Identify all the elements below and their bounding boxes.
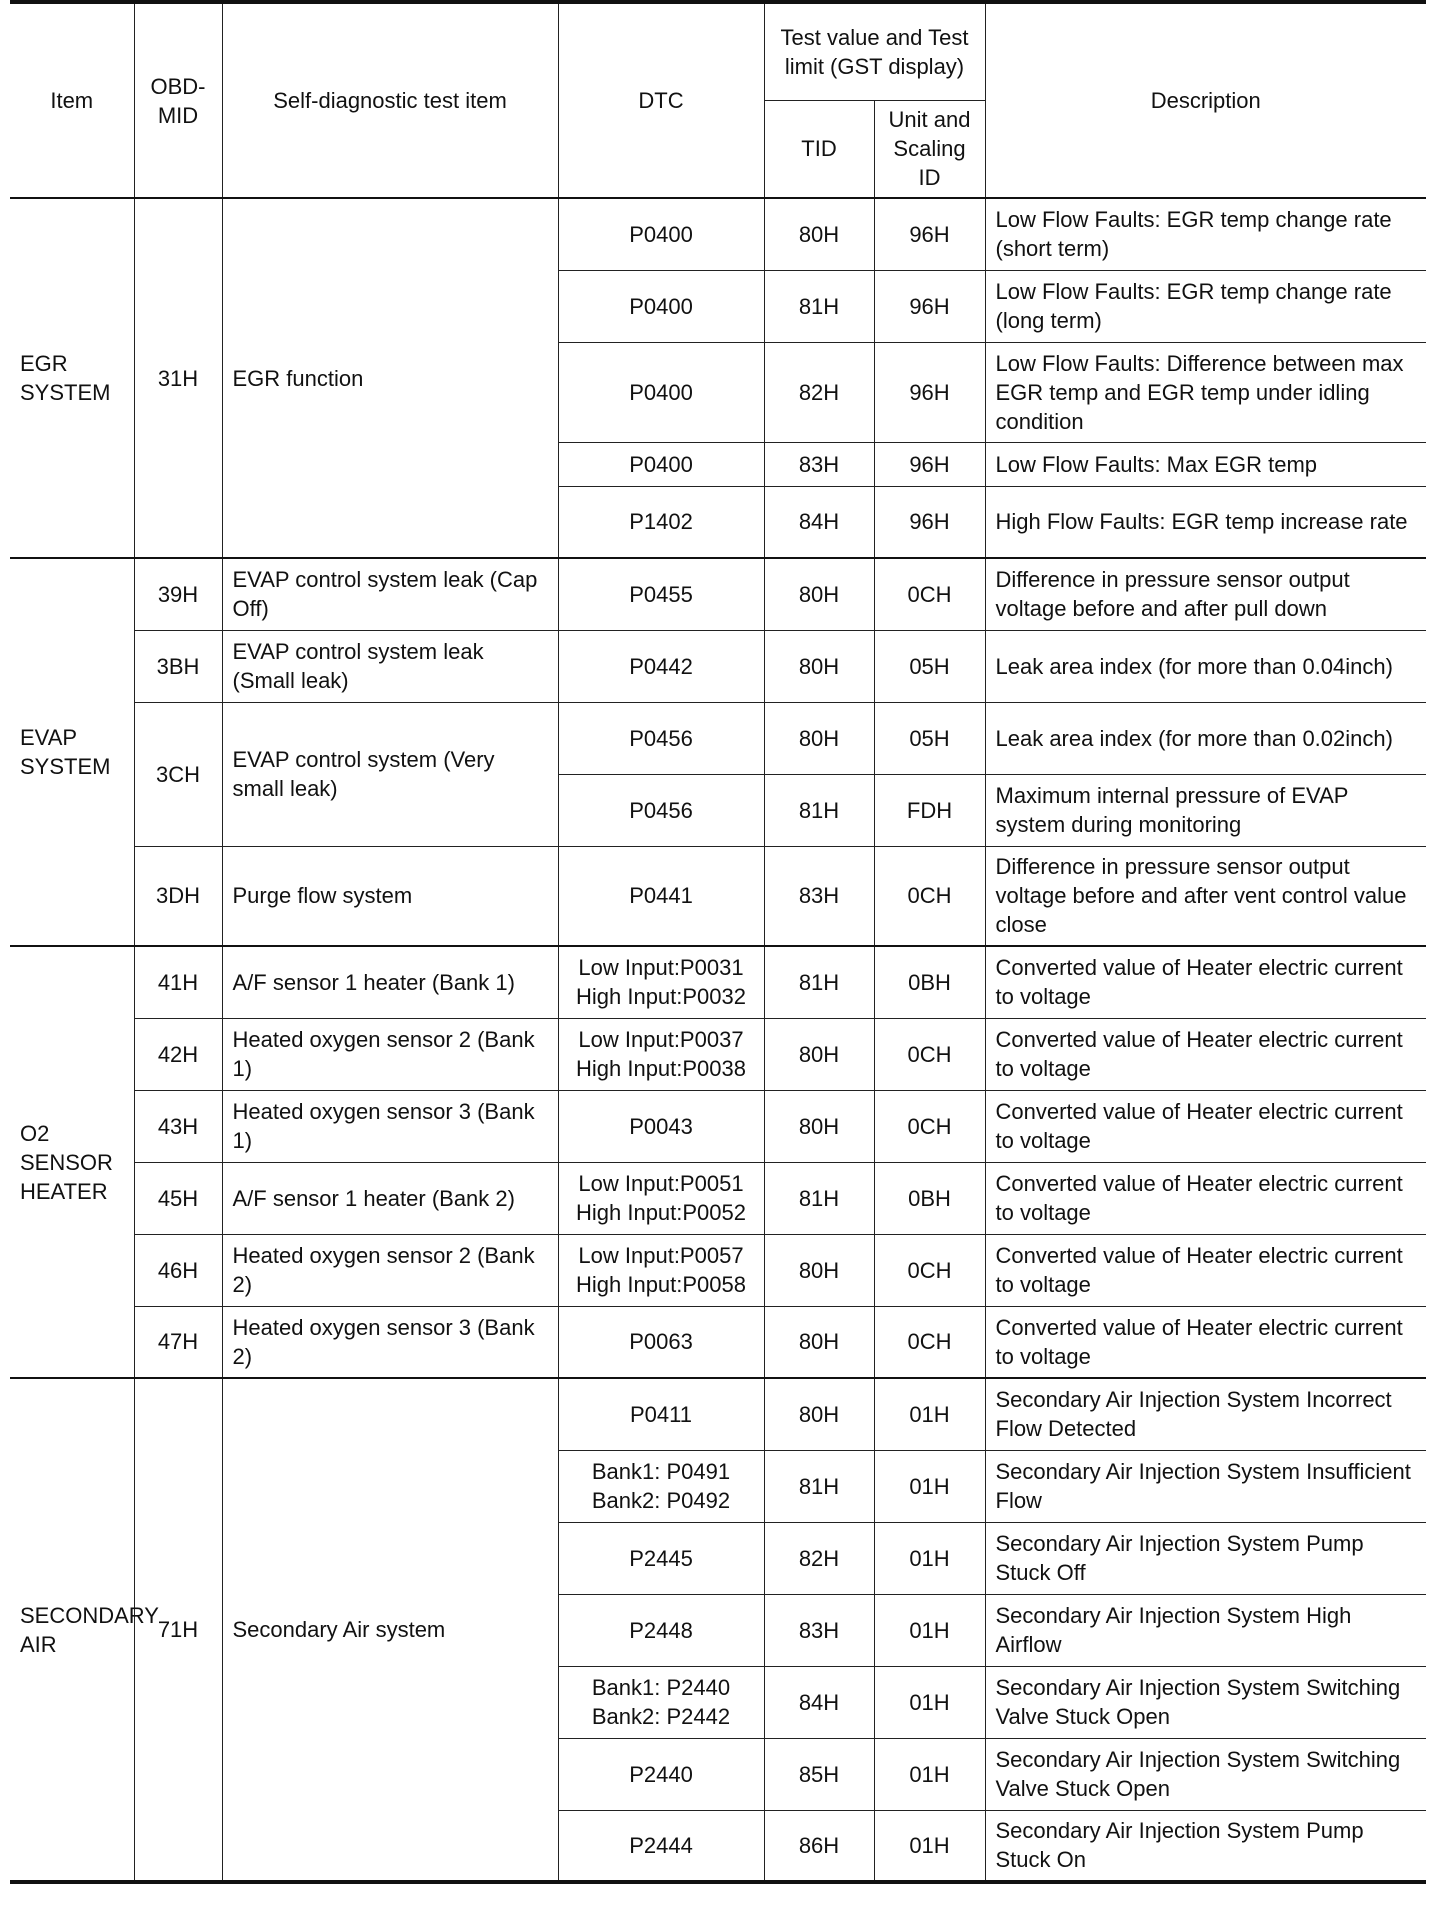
dtc-cell: P0411 <box>558 1378 764 1450</box>
description-cell: Low Flow Faults: EGR temp change rate (long term) <box>985 270 1426 342</box>
tid-cell: 86H <box>764 1810 874 1882</box>
table-row <box>10 702 1426 774</box>
dtc-cell: P0456 <box>558 774 764 846</box>
item-cell: EVAP SYSTEM <box>10 558 134 946</box>
obd-mid-cell: 3CH <box>134 702 222 846</box>
description-cell: Difference in pressure sensor output voltage before and after pull down <box>985 558 1426 630</box>
unit-cell: 05H <box>874 630 985 702</box>
tid-cell: 80H <box>764 702 874 774</box>
unit-cell: 0BH <box>874 1162 985 1234</box>
dtc-cell: Low Input:P0031 High Input:P0032 <box>558 946 764 1018</box>
dtc-cell: Low Input:P0037 High Input:P0038 <box>558 1018 764 1090</box>
description-cell: Converted value of Heater electric current to voltage <box>985 1162 1426 1234</box>
dtc-cell: P0400 <box>558 442 764 486</box>
unit-cell: 96H <box>874 442 985 486</box>
table-row <box>10 846 1426 946</box>
dtc-cell: P0456 <box>558 702 764 774</box>
description-cell: High Flow Faults: EGR temp increase rate <box>985 486 1426 558</box>
unit-cell: 0CH <box>874 1018 985 1090</box>
table-row <box>10 946 1426 1018</box>
header-test-item: Self-diagnostic test item <box>222 2 558 198</box>
tid-cell: 80H <box>764 1090 874 1162</box>
tid-cell: 82H <box>764 1522 874 1594</box>
dtc-cell: Bank1: P0491 Bank2: P0492 <box>558 1450 764 1522</box>
dtc-cell: P0441 <box>558 846 764 946</box>
test-item-cell: Heated oxygen sensor 3 (Bank 2) <box>222 1306 558 1378</box>
description-cell: Secondary Air Injection System Switching Valve Stuck Open <box>985 1738 1426 1810</box>
table-row <box>10 630 1426 702</box>
dtc-cell: Low Input:P0057 High Input:P0058 <box>558 1234 764 1306</box>
table-row <box>10 1234 1426 1306</box>
description-cell: Low Flow Faults: EGR temp change rate (short term) <box>985 198 1426 270</box>
header-obd-mid: OBD-MID <box>134 2 222 198</box>
dtc-cell: Bank1: P2440 Bank2: P2442 <box>558 1666 764 1738</box>
description-cell: Secondary Air Injection System Insufficient Flow <box>985 1450 1426 1522</box>
obd-mid-cell: 31H <box>134 198 222 558</box>
item-cell: SECONDARY AIR <box>10 1378 134 1882</box>
test-item-cell: Secondary Air system <box>222 1378 558 1882</box>
dtc-cell: P0442 <box>558 630 764 702</box>
tid-cell: 81H <box>764 270 874 342</box>
test-item-cell: Heated oxygen sensor 2 (Bank 1) <box>222 1018 558 1090</box>
table-row <box>10 1162 1426 1234</box>
tid-cell: 83H <box>764 1594 874 1666</box>
dtc-cell: P2448 <box>558 1594 764 1666</box>
unit-cell: 01H <box>874 1738 985 1810</box>
test-item-cell: EVAP control system leak (Cap Off) <box>222 558 558 630</box>
dtc-cell: Low Input:P0051 High Input:P0052 <box>558 1162 764 1234</box>
tid-cell: 85H <box>764 1738 874 1810</box>
tid-cell: 81H <box>764 774 874 846</box>
dtc-cell: P0400 <box>558 198 764 270</box>
test-item-cell: EGR function <box>222 198 558 558</box>
unit-cell: 0BH <box>874 946 985 1018</box>
obd-mid-cell: 43H <box>134 1090 222 1162</box>
unit-cell: 01H <box>874 1666 985 1738</box>
unit-cell: 96H <box>874 342 985 442</box>
tid-cell: 82H <box>764 342 874 442</box>
test-item-cell: Heated oxygen sensor 2 (Bank 2) <box>222 1234 558 1306</box>
tid-cell: 83H <box>764 442 874 486</box>
tid-cell: 84H <box>764 1666 874 1738</box>
unit-cell: 01H <box>874 1810 985 1882</box>
unit-cell: 01H <box>874 1522 985 1594</box>
obd-mid-cell: 71H <box>134 1378 222 1882</box>
obd-mid-cell: 41H <box>134 946 222 1018</box>
unit-cell: 96H <box>874 486 985 558</box>
header-dtc: DTC <box>558 2 764 198</box>
description-cell: Secondary Air Injection System Pump Stuck On <box>985 1810 1426 1882</box>
tid-cell: 80H <box>764 558 874 630</box>
obd-mid-cell: 46H <box>134 1234 222 1306</box>
description-cell: Leak area index (for more than 0.02inch) <box>985 702 1426 774</box>
tid-cell: 83H <box>764 846 874 946</box>
table-row <box>10 1018 1426 1090</box>
dtc-cell: P0455 <box>558 558 764 630</box>
description-cell: Secondary Air Injection System High Airflow <box>985 1594 1426 1666</box>
obd-mid-cell: 3BH <box>134 630 222 702</box>
tid-cell: 81H <box>764 1162 874 1234</box>
tid-cell: 80H <box>764 1234 874 1306</box>
description-cell: Converted value of Heater electric current to voltage <box>985 946 1426 1018</box>
header-unit-scaling: Unit and Scaling ID <box>874 100 985 198</box>
obd-test-table <box>10 0 1426 1884</box>
unit-cell: FDH <box>874 774 985 846</box>
table-row <box>10 1090 1426 1162</box>
tid-cell: 84H <box>764 486 874 558</box>
description-cell: Low Flow Faults: Difference between max EGR temp and EGR temp under idling condition <box>985 342 1426 442</box>
description-cell: Secondary Air Injection System Switching Valve Stuck Open <box>985 1666 1426 1738</box>
test-item-cell: A/F sensor 1 heater (Bank 1) <box>222 946 558 1018</box>
dtc-cell: P0043 <box>558 1090 764 1162</box>
unit-cell: 0CH <box>874 1090 985 1162</box>
obd-mid-cell: 47H <box>134 1306 222 1378</box>
description-cell: Low Flow Faults: Max EGR temp <box>985 442 1426 486</box>
unit-cell: 01H <box>874 1450 985 1522</box>
unit-cell: 01H <box>874 1594 985 1666</box>
header-tid: TID <box>764 100 874 198</box>
tid-cell: 81H <box>764 1450 874 1522</box>
item-cell: O2 SENSOR HEATER <box>10 946 134 1378</box>
description-cell: Converted value of Heater electric current to voltage <box>985 1090 1426 1162</box>
unit-cell: 96H <box>874 198 985 270</box>
header-description: Description <box>985 2 1426 198</box>
test-item-cell: Purge flow system <box>222 846 558 946</box>
obd-mid-cell: 39H <box>134 558 222 630</box>
dtc-cell: P0063 <box>558 1306 764 1378</box>
unit-cell: 05H <box>874 702 985 774</box>
unit-cell: 0CH <box>874 846 985 946</box>
table-row <box>10 1306 1426 1378</box>
description-cell: Converted value of Heater electric current to voltage <box>985 1306 1426 1378</box>
tid-cell: 80H <box>764 1306 874 1378</box>
unit-cell: 96H <box>874 270 985 342</box>
obd-mid-cell: 3DH <box>134 846 222 946</box>
dtc-cell: P1402 <box>558 486 764 558</box>
dtc-cell: P2440 <box>558 1738 764 1810</box>
description-cell: Secondary Air Injection System Pump Stuck Off <box>985 1522 1426 1594</box>
test-item-cell: A/F sensor 1 heater (Bank 2) <box>222 1162 558 1234</box>
test-item-cell: EVAP control system (Very small leak) <box>222 702 558 846</box>
dtc-cell: P0400 <box>558 342 764 442</box>
tid-cell: 80H <box>764 1378 874 1450</box>
header-item: Item <box>10 2 134 198</box>
unit-cell: 0CH <box>874 1306 985 1378</box>
table-row <box>10 558 1426 630</box>
document-page <box>10 0 1426 1884</box>
test-item-cell: Heated oxygen sensor 3 (Bank 1) <box>222 1090 558 1162</box>
table-row <box>10 1378 1426 1450</box>
dtc-cell: P2444 <box>558 1810 764 1882</box>
description-cell: Maximum internal pressure of EVAP system during monitoring <box>985 774 1426 846</box>
item-cell: EGR SYSTEM <box>10 198 134 558</box>
tid-cell: 80H <box>764 198 874 270</box>
tid-cell: 80H <box>764 630 874 702</box>
description-cell: Converted value of Heater electric current to voltage <box>985 1018 1426 1090</box>
header-test-value: Test value and Test limit (GST display) <box>764 2 985 100</box>
unit-cell: 0CH <box>874 558 985 630</box>
tid-cell: 80H <box>764 1018 874 1090</box>
test-item-cell: EVAP control system leak (Small leak) <box>222 630 558 702</box>
description-cell: Leak area index (for more than 0.04inch) <box>985 630 1426 702</box>
dtc-cell: P2445 <box>558 1522 764 1594</box>
unit-cell: 01H <box>874 1378 985 1450</box>
description-cell: Difference in pressure sensor output voltage before and after vent control value close <box>985 846 1426 946</box>
description-cell: Secondary Air Injection System Incorrect Flow Detected <box>985 1378 1426 1450</box>
obd-mid-cell: 45H <box>134 1162 222 1234</box>
obd-mid-cell: 42H <box>134 1018 222 1090</box>
tid-cell: 81H <box>764 946 874 1018</box>
table-row <box>10 198 1426 270</box>
description-cell: Converted value of Heater electric current to voltage <box>985 1234 1426 1306</box>
dtc-cell: P0400 <box>558 270 764 342</box>
unit-cell: 0CH <box>874 1234 985 1306</box>
